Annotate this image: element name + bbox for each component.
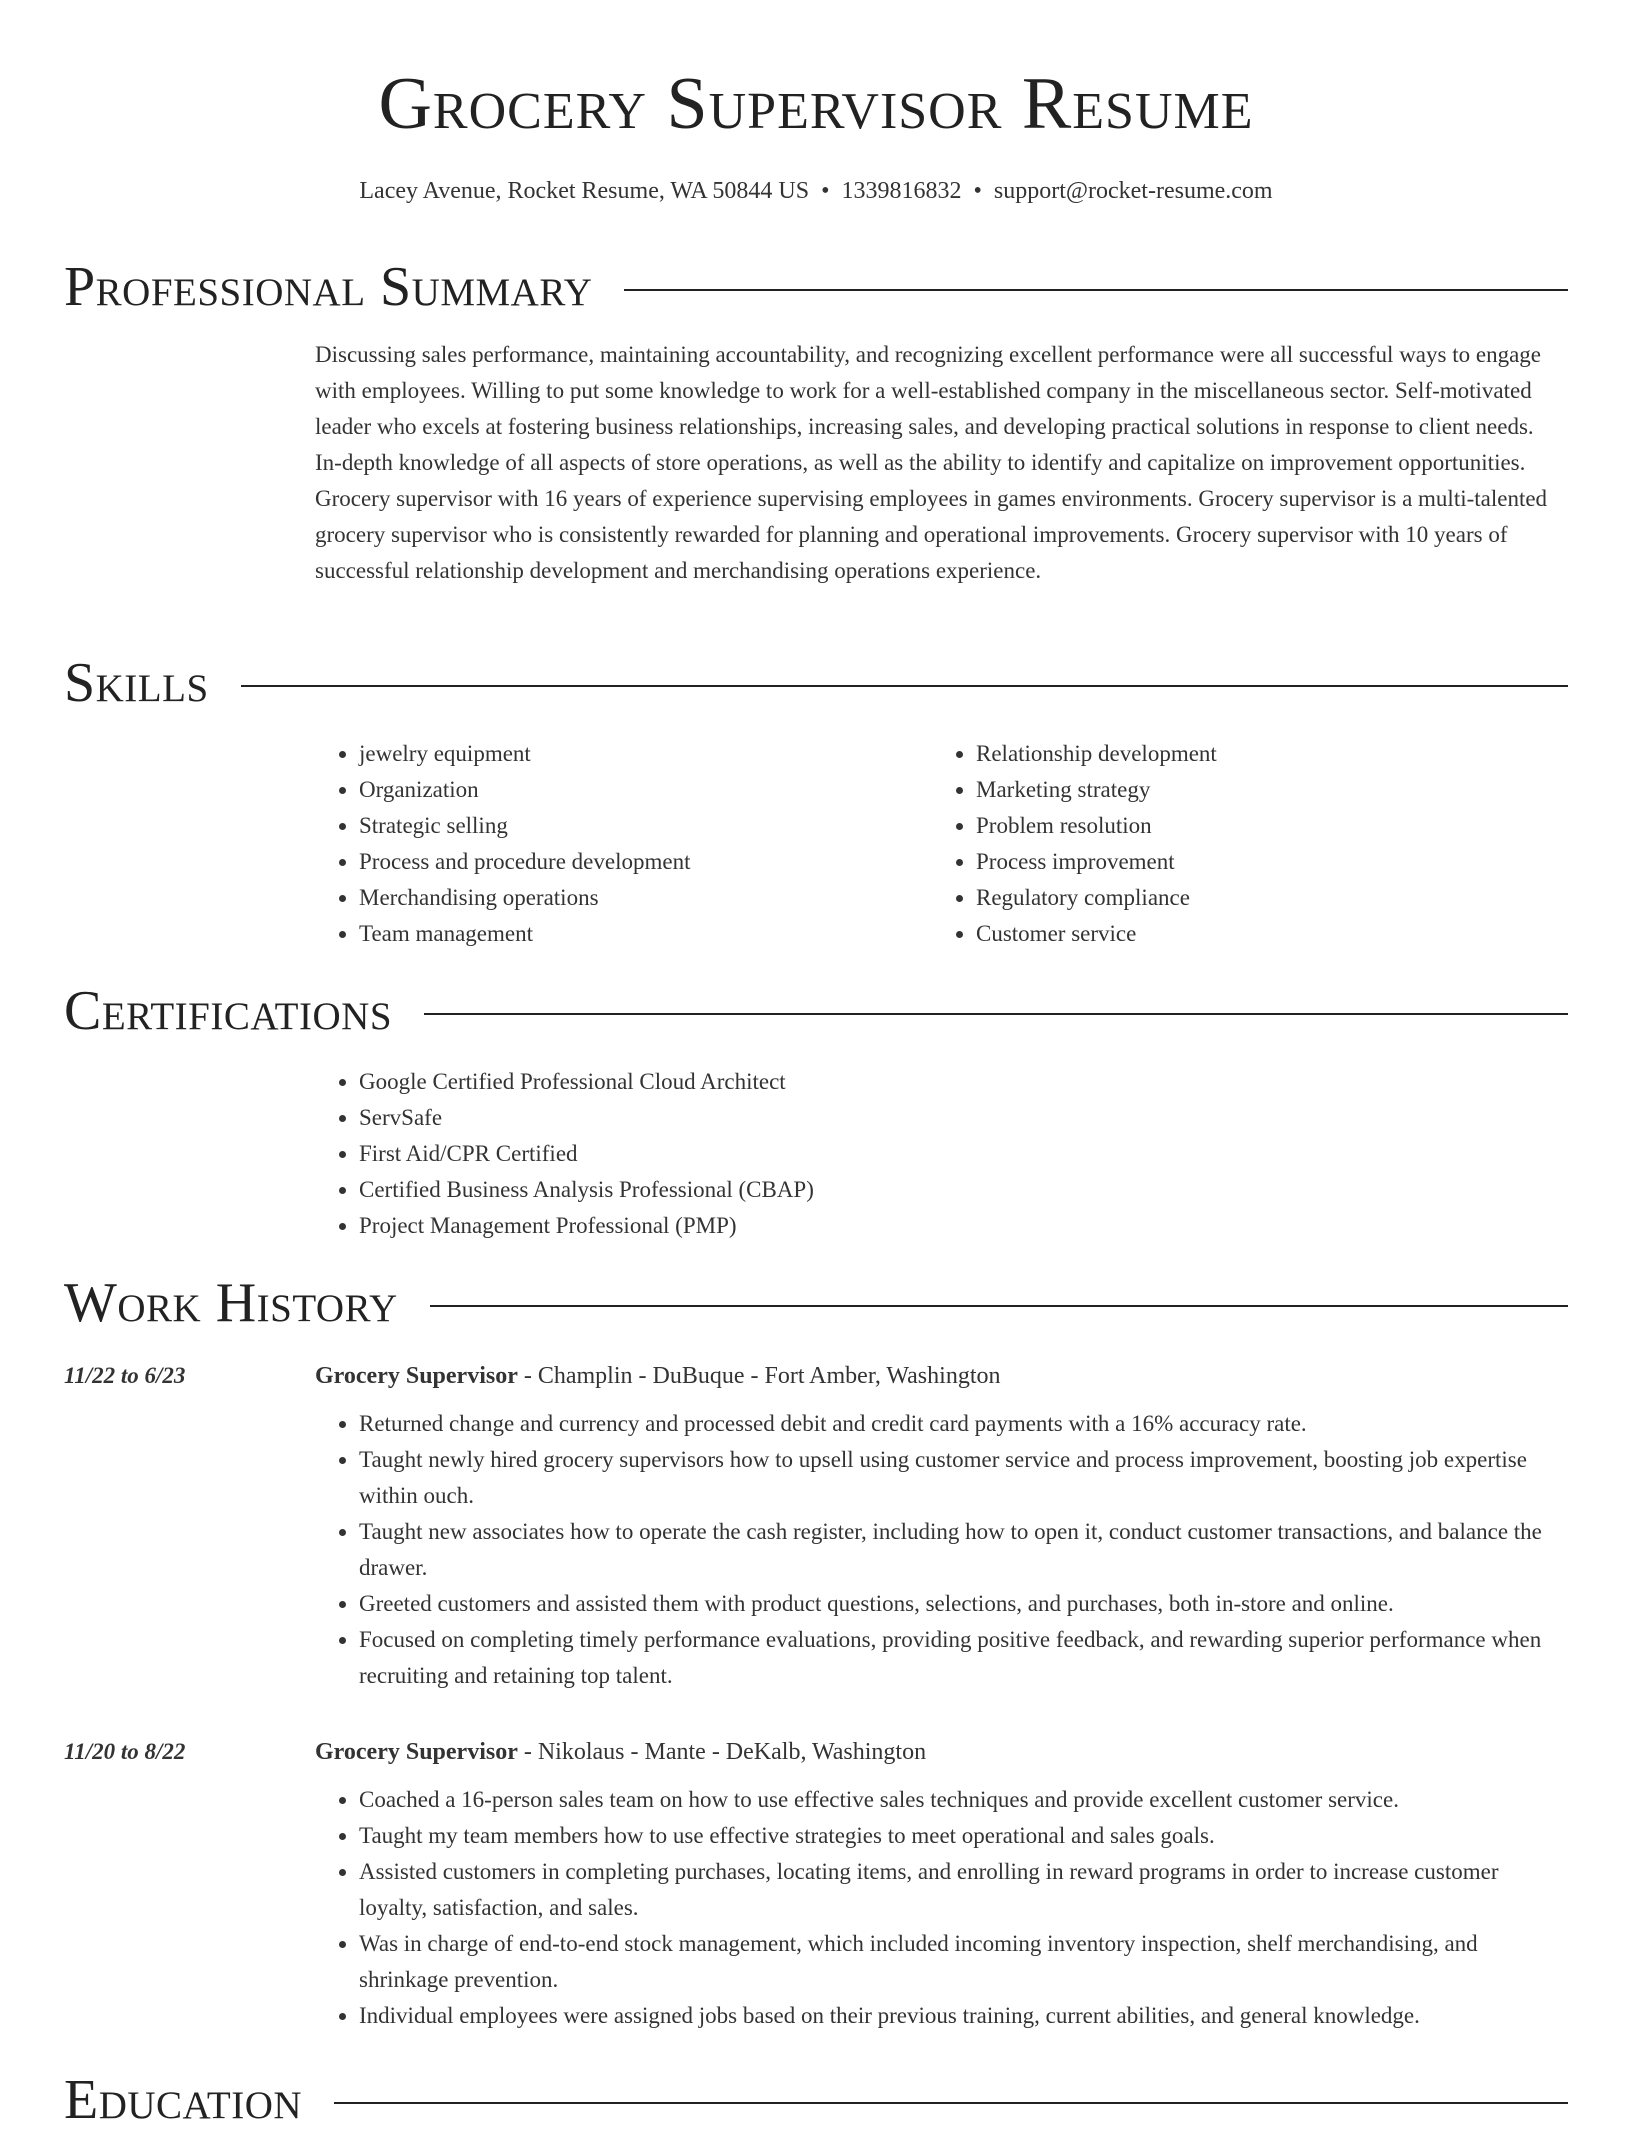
job-dates: 11/22 to 6/23 bbox=[64, 1363, 186, 1388]
education-section-header bbox=[64, 2068, 1568, 2132]
job-duties bbox=[315, 1782, 1555, 2034]
skill-item: • Marketing strategy bbox=[976, 772, 1552, 808]
contact-separator: • bbox=[973, 178, 982, 204]
duty-item: • Assisted customers in completing purchases, locating items, and enrolling in reward programs in order to increase customer loyalty, satisfaction, and sales. bbox=[359, 1854, 1555, 1926]
skill-item: • Strategic selling bbox=[359, 808, 915, 844]
duty-item: • Taught my team members how to use effective strategies to meet operational and sales goals. bbox=[359, 1818, 1555, 1854]
job-role: Grocery Supervisor bbox=[315, 1363, 518, 1389]
contact-email: support@rocket-resume.com bbox=[993, 178, 1273, 204]
skill-item: • Relationship development bbox=[976, 736, 1552, 772]
skills-left-list bbox=[315, 736, 915, 952]
work-history-heading: Work History bbox=[64, 1272, 398, 1334]
summary-text: Discussing sales performance, maintaining accountability, and recognizing excellent performance were all successful ways to engage with employees. Willing to put some knowledge to work for a well-established company in the miscellaneous sector. Self-motivated leader who excels at fostering business relationships, increasing sales, and developing practical solutions in response to client needs. In-depth knowledge of all aspects of store operations, as well as the ability to identify and capitalize on improvement opportunities. Grocery supervisor with 16 years of experience supervising employees in games environments. Grocery supervisor is a multi-talented grocery supervisor who is consistently rewarded for planning and operational improvements. Grocery supervisor with 10 years of successful relationship development and merchandising operations experience. bbox=[315, 342, 1548, 583]
duty-item: • Focused on completing timely performance evaluations, providing positive feedback, and rewarding superior performance when recruiting and retaining top talent. bbox=[359, 1622, 1555, 1694]
section-divider bbox=[241, 685, 1568, 687]
skill-item: • Process improvement bbox=[976, 844, 1552, 880]
contact-address: Lacey Avenue, Rocket Resume, WA 50844 US bbox=[359, 178, 810, 204]
contact-phone: 1339816832 bbox=[841, 178, 962, 204]
skill-item: • Regulatory compliance bbox=[976, 880, 1552, 916]
resume-title: Grocery Supervisor Resume bbox=[378, 63, 1254, 145]
certifications-column bbox=[315, 1064, 1555, 1244]
skills-left-column bbox=[315, 736, 915, 952]
job-details: - Nikolaus - Mante - DeKalb, Washington bbox=[517, 1739, 927, 1765]
duty-item: • Taught newly hired grocery supervisors how to upsell using customer service and process improvement, boosting job expertise within ouch. bbox=[359, 1442, 1555, 1514]
duty-item: • Individual employees were assigned jobs based on their previous training, current abilities, and general knowledge. bbox=[359, 1998, 1555, 2034]
summary-section-header bbox=[64, 255, 1568, 319]
certification-item: • ServSafe bbox=[359, 1100, 1555, 1136]
section-divider bbox=[424, 1013, 1568, 1015]
skill-item: • jewelry equipment bbox=[359, 736, 915, 772]
section-divider bbox=[624, 289, 1568, 291]
duty-item: • Coached a 16-person sales team on how to use effective sales techniques and provide excellent customer service. bbox=[359, 1782, 1555, 1818]
certification-item: • Certified Business Analysis Professional (CBAP) bbox=[359, 1172, 1555, 1208]
skills-right-list bbox=[932, 736, 1552, 952]
duty-item: • Greeted customers and assisted them with product questions, selections, and purchases, both in-store and online. bbox=[359, 1586, 1555, 1622]
certification-item: • Project Management Professional (PMP) bbox=[359, 1208, 1555, 1244]
duty-item: • Taught new associates how to operate the cash register, including how to open it, conduct customer transactions, and balance the drawer. bbox=[359, 1514, 1555, 1586]
job-details: - Champlin - DuBuque - Fort Amber, Washington bbox=[517, 1363, 1001, 1389]
job-role: Grocery Supervisor bbox=[315, 1739, 518, 1765]
duty-item: • Returned change and currency and processed debit and credit card payments with a 16% accuracy rate. bbox=[359, 1406, 1555, 1442]
skill-item: • Customer service bbox=[976, 916, 1552, 952]
certification-item: • Google Certified Professional Cloud Architect bbox=[359, 1064, 1555, 1100]
skill-item: • Team management bbox=[359, 916, 915, 952]
duties-list bbox=[315, 1782, 1555, 2034]
contact-line bbox=[0, 175, 1632, 207]
certifications-section-header bbox=[64, 979, 1568, 1043]
work-history-section-header bbox=[64, 1271, 1568, 1335]
job-entry bbox=[64, 1734, 1568, 2044]
certifications-list bbox=[315, 1064, 1555, 1244]
job-heading bbox=[315, 1358, 1000, 1394]
skills-section-header bbox=[64, 651, 1568, 715]
section-divider bbox=[430, 1305, 1568, 1307]
section-divider bbox=[334, 2102, 1568, 2104]
duty-item: • Was in charge of end-to-end stock management, which included incoming inventory inspection, shelf merchandising, and shrinkage prevention. bbox=[359, 1926, 1555, 1998]
skill-item: • Organization bbox=[359, 772, 915, 808]
job-duties bbox=[315, 1406, 1555, 1694]
certifications-heading: Certifications bbox=[64, 980, 393, 1042]
duties-list bbox=[315, 1406, 1555, 1694]
skills-heading: Skills bbox=[64, 652, 209, 714]
contact-separator: • bbox=[821, 178, 830, 204]
skill-item: • Merchandising operations bbox=[359, 880, 915, 916]
education-heading: Education bbox=[64, 2069, 303, 2131]
certification-item: • First Aid/CPR Certified bbox=[359, 1136, 1555, 1172]
skills-right-column bbox=[932, 736, 1552, 952]
skill-item: • Problem resolution bbox=[976, 808, 1552, 844]
job-dates: 11/20 to 8/22 bbox=[64, 1739, 186, 1764]
job-heading bbox=[315, 1734, 926, 1770]
skill-item: • Process and procedure development bbox=[359, 844, 915, 880]
job-entry bbox=[64, 1358, 1568, 1698]
summary-heading: Professional Summary bbox=[64, 256, 593, 318]
